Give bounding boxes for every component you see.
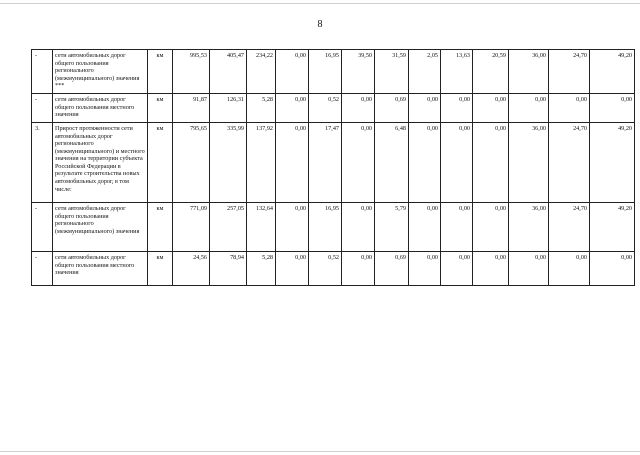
value-cell: 234,22	[247, 50, 276, 94]
row-index-cell: -	[32, 203, 53, 252]
value-cell: 0,00	[276, 252, 309, 286]
value-cell: 5,79	[375, 203, 409, 252]
row-index-cell: -	[32, 94, 53, 123]
value-cell: 17,47	[309, 123, 342, 203]
value-cell: 5,28	[247, 252, 276, 286]
data-table	[31, 49, 635, 286]
value-cell: 0,00	[409, 252, 441, 286]
value-cell: 0,00	[509, 94, 549, 123]
value-cell: 137,92	[247, 123, 276, 203]
value-cell: 0,52	[309, 252, 342, 286]
table-row	[32, 203, 635, 252]
table-body	[32, 50, 635, 286]
indicator-name-cell: сети автомобильных дорог общего пользования регионального (межмуниципального) значения ***	[53, 50, 148, 94]
row-index-cell: 3.	[32, 123, 53, 203]
value-cell: 49,20	[590, 123, 635, 203]
value-cell: 0,52	[309, 94, 342, 123]
table-row	[32, 94, 635, 123]
value-cell: 0,00	[473, 203, 509, 252]
value-cell: 24,70	[549, 203, 590, 252]
value-cell: 0,00	[342, 123, 375, 203]
value-cell: 49,20	[590, 50, 635, 94]
value-cell: 5,28	[247, 94, 276, 123]
value-cell: 0,00	[549, 94, 590, 123]
value-cell: 36,00	[509, 50, 549, 94]
unit-cell: км	[148, 94, 173, 123]
value-cell: 20,59	[473, 50, 509, 94]
value-cell: 24,70	[549, 123, 590, 203]
value-cell: 795,65	[173, 123, 210, 203]
value-cell: 0,00	[342, 203, 375, 252]
value-cell: 0,00	[441, 94, 473, 123]
indicator-name-cell: сети автомобильных дорог общего пользования регионального (межмуниципального) значения	[53, 203, 148, 252]
value-cell: 2,05	[409, 50, 441, 94]
unit-cell: км	[148, 252, 173, 286]
value-cell: 0,00	[276, 94, 309, 123]
value-cell: 132,64	[247, 203, 276, 252]
value-cell: 31,59	[375, 50, 409, 94]
value-cell: 0,00	[441, 252, 473, 286]
value-cell: 0,00	[441, 123, 473, 203]
value-cell: 91,87	[173, 94, 210, 123]
value-cell: 0,00	[409, 123, 441, 203]
table-row	[32, 123, 635, 203]
value-cell: 126,31	[210, 94, 247, 123]
value-cell: 0,00	[342, 252, 375, 286]
value-cell: 0,69	[375, 252, 409, 286]
value-cell: 0,69	[375, 94, 409, 123]
scan-top-edge	[0, 3, 640, 4]
value-cell: 39,50	[342, 50, 375, 94]
indicator-name-cell: сети автомобильных дорог общего пользования местного значения	[53, 252, 148, 286]
value-cell: 0,00	[509, 252, 549, 286]
value-cell: 49,20	[590, 203, 635, 252]
value-cell: 0,00	[342, 94, 375, 123]
value-cell: 995,53	[173, 50, 210, 94]
value-cell: 6,48	[375, 123, 409, 203]
value-cell: 0,00	[473, 252, 509, 286]
value-cell: 78,94	[210, 252, 247, 286]
row-index-cell: -	[32, 252, 53, 286]
value-cell: 36,00	[509, 123, 549, 203]
row-index-cell: -	[32, 50, 53, 94]
value-cell: 0,00	[549, 252, 590, 286]
value-cell: 0,00	[590, 94, 635, 123]
value-cell: 0,00	[276, 123, 309, 203]
value-cell: 0,00	[409, 203, 441, 252]
value-cell: 0,00	[409, 94, 441, 123]
value-cell: 0,00	[441, 203, 473, 252]
value-cell: 0,00	[276, 203, 309, 252]
value-cell: 13,63	[441, 50, 473, 94]
value-cell: 16,95	[309, 203, 342, 252]
value-cell: 24,70	[549, 50, 590, 94]
value-cell: 16,95	[309, 50, 342, 94]
unit-cell: км	[148, 123, 173, 203]
value-cell: 335,99	[210, 123, 247, 203]
value-cell: 0,00	[276, 50, 309, 94]
value-cell: 36,00	[509, 203, 549, 252]
indicator-name-cell: сети автомобильных дорог общего пользования местного значения	[53, 94, 148, 123]
value-cell: 257,05	[210, 203, 247, 252]
value-cell: 24,56	[173, 252, 210, 286]
value-cell: 771,09	[173, 203, 210, 252]
indicator-name-cell: Прирост протяженности сети автомобильных дорог регионального (межмуниципального) и местного значения на территории субъекта Российской Федерации в результате строительства новых автомобильных дорог, в том числе:	[53, 123, 148, 203]
page-number: 8	[317, 19, 323, 30]
value-cell: 0,00	[590, 252, 635, 286]
value-cell: 0,00	[473, 94, 509, 123]
value-cell: 405,47	[210, 50, 247, 94]
unit-cell: км	[148, 203, 173, 252]
value-cell: 0,00	[473, 123, 509, 203]
table-row	[32, 252, 635, 286]
scan-bottom-edge	[0, 451, 640, 452]
table-row	[32, 50, 635, 94]
unit-cell: км	[148, 50, 173, 94]
